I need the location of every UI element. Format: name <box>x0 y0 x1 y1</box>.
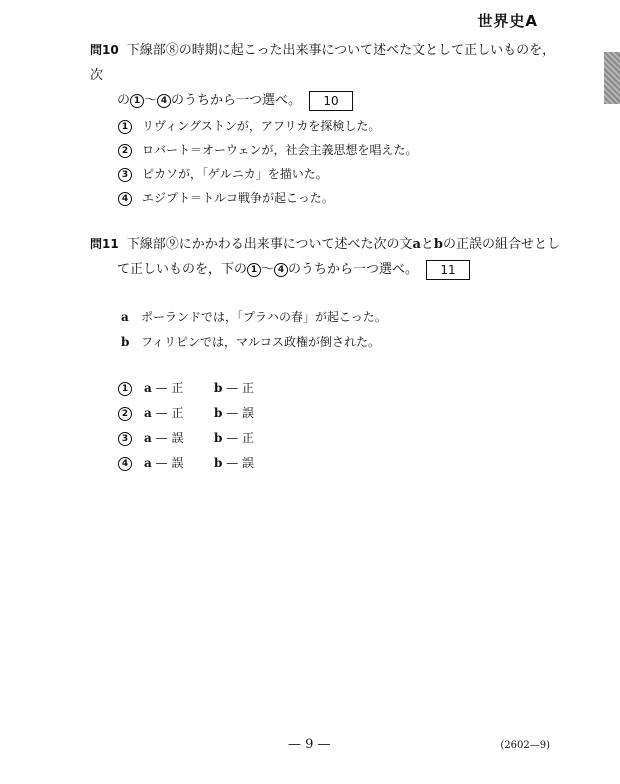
question-10-line2 <box>90 88 560 113</box>
dash: — <box>155 406 168 420</box>
question-11-text-to: と <box>420 237 434 252</box>
combo-option-4[interactable] <box>118 451 254 476</box>
dash: — <box>226 431 239 445</box>
question-10-text-1: 下線部⑧の時期に起こった出来事について述べた文として正しいものを，次 <box>90 43 556 83</box>
statement-text: ポーランドでは，「プラハの春」が起こった。 <box>141 310 387 324</box>
question-11-line1 <box>90 232 560 257</box>
option-text: ピカソが，「ゲルニカ」を描いた。 <box>142 167 328 181</box>
question-11-number: 問11 <box>90 237 119 251</box>
dash: — <box>226 381 239 395</box>
statement-letter-a: a <box>412 237 421 252</box>
judgement-a: 誤 <box>171 431 184 445</box>
circled-number-icon: 3 <box>118 168 132 182</box>
option-4[interactable] <box>118 186 418 210</box>
answer-box-10[interactable]: 10 <box>309 91 353 111</box>
question-11-text-1b: の正誤の組合せとし <box>443 237 561 252</box>
question-11-combos <box>118 376 254 476</box>
judgement-b: 正 <box>242 431 255 445</box>
letter-b: b <box>214 406 223 420</box>
circled-number-icon: 4 <box>118 457 132 471</box>
circled-number-icon: 3 <box>118 432 132 446</box>
range-separator: 〜 <box>261 262 275 277</box>
page-number: — 9 — <box>288 737 331 752</box>
option-2[interactable] <box>118 138 418 162</box>
dash: — <box>226 406 239 420</box>
question-10-stem <box>90 38 560 113</box>
option-1[interactable] <box>118 114 418 138</box>
question-10-options <box>118 114 418 210</box>
circled-number-icon: 2 <box>118 407 132 421</box>
dash: — <box>155 381 168 395</box>
letter-b: b <box>214 456 223 470</box>
judgement-a: 正 <box>171 406 184 420</box>
circled-number-icon: 1 <box>130 94 144 108</box>
question-11-line2 <box>90 257 560 282</box>
range-separator: 〜 <box>144 93 158 108</box>
dash: — <box>155 431 168 445</box>
option-text: エジプト＝トルコ戦争が起こった。 <box>142 191 334 205</box>
judgement-a: 誤 <box>171 456 184 470</box>
question-10-text-2a: の <box>117 93 131 108</box>
circled-number-icon: 1 <box>247 263 261 277</box>
question-11-text-2a: て正しいものを，下の <box>117 262 248 277</box>
circled-number-icon: 1 <box>118 120 132 134</box>
statement-label: a <box>121 310 129 324</box>
question-11-stem <box>90 232 560 282</box>
circled-number-icon: 4 <box>157 94 171 108</box>
side-index-tab <box>604 52 620 104</box>
question-11-text-2b: のうちから一つ選べ。 <box>288 262 419 277</box>
statement-label: b <box>121 335 130 349</box>
letter-a: a <box>144 456 152 470</box>
statement-letter-b: b <box>433 237 443 252</box>
letter-a: a <box>144 431 152 445</box>
letter-b: b <box>214 381 223 395</box>
statement-a <box>121 305 387 330</box>
judgement-b: 誤 <box>242 406 255 420</box>
option-text: ロバート＝オーウェンが，社会主義思想を唱えた。 <box>142 143 418 157</box>
question-10-number: 問10 <box>90 43 119 57</box>
question-11-statements <box>121 305 387 355</box>
question-11-text-1a: 下線部⑨にかかわる出来事について述べた次の文 <box>126 237 413 252</box>
judgement-b: 誤 <box>242 456 255 470</box>
question-10-line1 <box>90 38 560 88</box>
combo-option-2[interactable] <box>118 401 254 426</box>
dash: — <box>226 456 239 470</box>
combo-option-1[interactable] <box>118 376 254 401</box>
circled-number-icon: 4 <box>274 263 288 277</box>
letter-b: b <box>214 431 223 445</box>
page-subject-title: 世界史A <box>477 12 538 30</box>
circled-number-icon: 2 <box>118 144 132 158</box>
statement-text: フィリピンでは，マルコス政権が倒された。 <box>141 335 381 349</box>
combo-option-3[interactable] <box>118 426 254 451</box>
circled-number-icon: 4 <box>118 192 132 206</box>
statement-b <box>121 330 387 355</box>
exam-code: (2602—9) <box>500 740 550 751</box>
option-3[interactable] <box>118 162 418 186</box>
dash: — <box>155 456 168 470</box>
judgement-a: 正 <box>171 381 184 395</box>
letter-a: a <box>144 406 152 420</box>
answer-box-11[interactable]: 11 <box>426 260 470 280</box>
judgement-b: 正 <box>242 381 255 395</box>
circled-number-icon: 1 <box>118 382 132 396</box>
option-text: リヴィングストンが，アフリカを探検した。 <box>142 119 381 133</box>
letter-a: a <box>144 381 152 395</box>
question-10-text-2b: のうちから一つ選べ。 <box>171 93 302 108</box>
